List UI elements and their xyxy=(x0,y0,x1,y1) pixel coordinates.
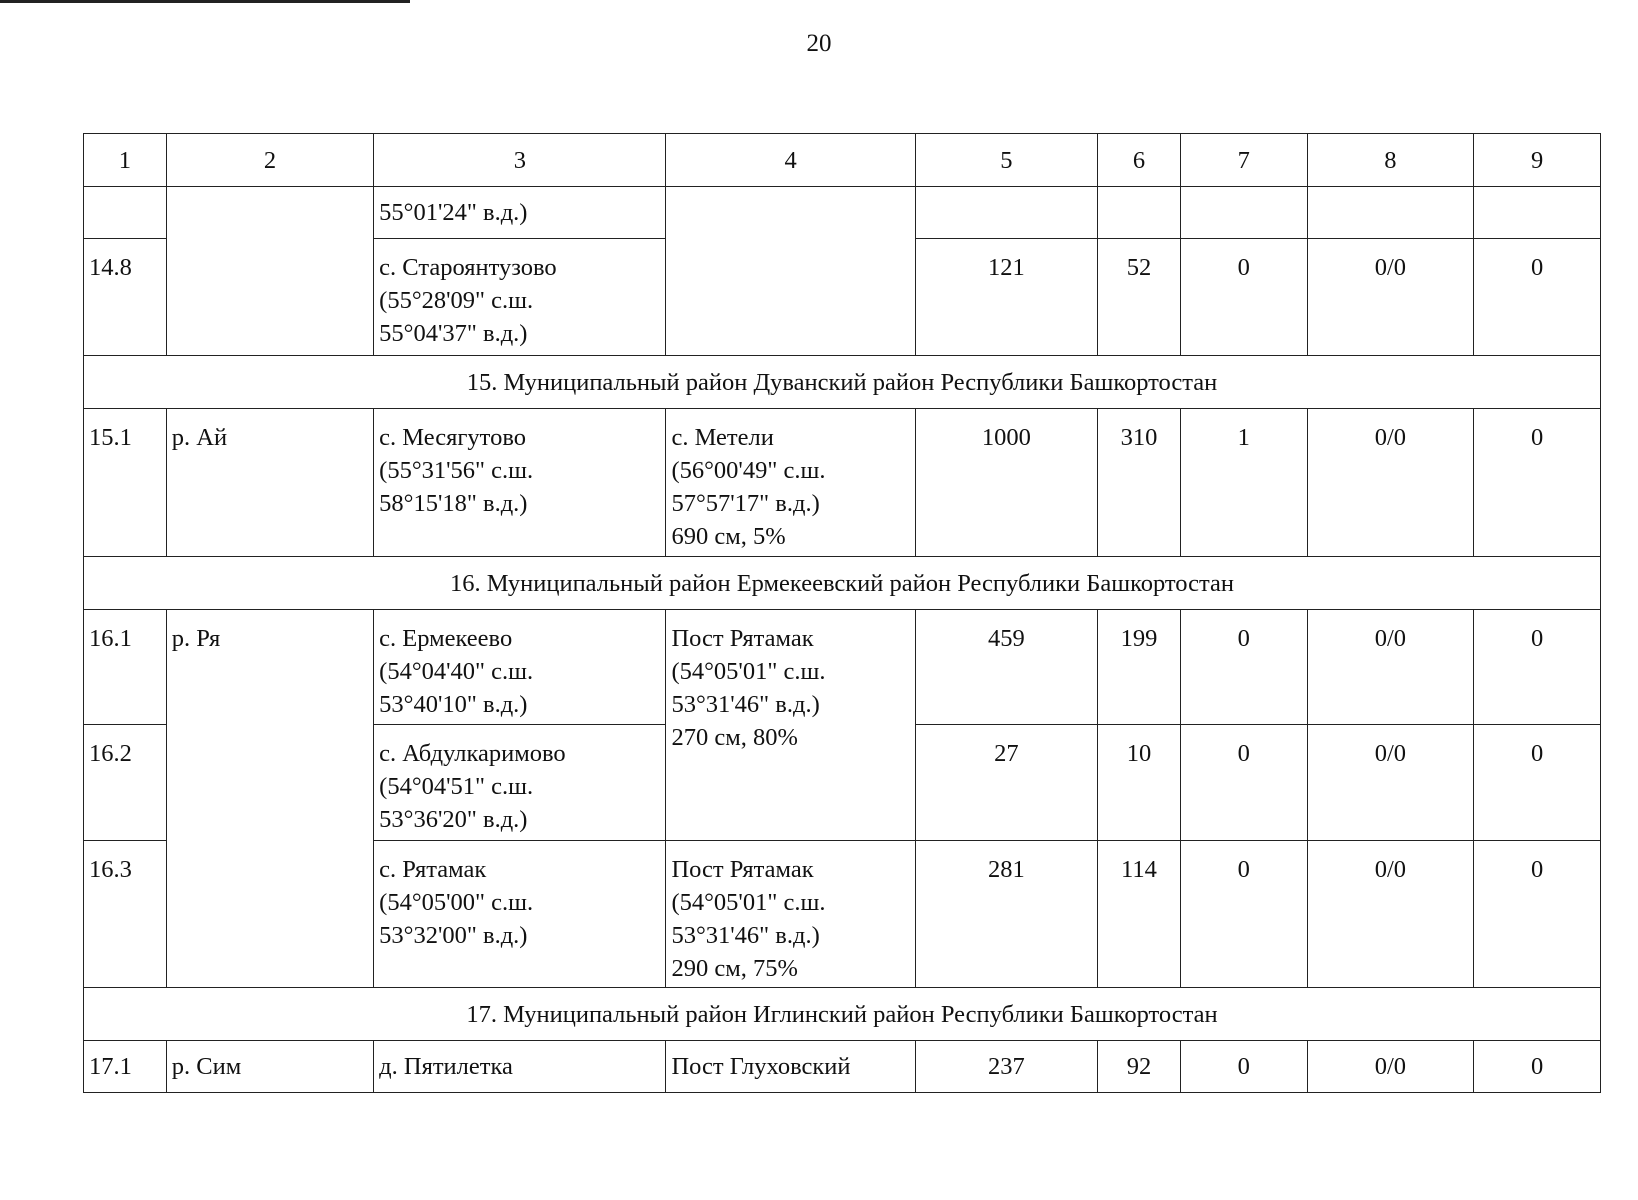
header-cell: 1 xyxy=(84,134,167,187)
value-cell: 0/0 xyxy=(1307,1041,1474,1093)
post-line: 270 см, 80% xyxy=(671,724,798,751)
location-line: 53°32'00" в.д.) xyxy=(379,922,528,949)
value-cell: 0 xyxy=(1474,725,1601,841)
post-line: 290 см, 75% xyxy=(671,955,798,982)
river-cell xyxy=(166,187,373,356)
location-line: (55°31'56" с.ш. xyxy=(379,457,534,484)
post-cell xyxy=(666,610,915,841)
post-line: (56°00'49" с.ш. xyxy=(671,457,826,484)
value-cell: 114 xyxy=(1098,841,1181,988)
value-cell: 0 xyxy=(1474,409,1601,557)
value-cell: 0/0 xyxy=(1307,610,1474,725)
table-row xyxy=(84,1041,1601,1093)
value-cell: 27 xyxy=(915,725,1097,841)
header-cell: 5 xyxy=(915,134,1097,187)
location-line: с. Ермекеево xyxy=(379,625,513,652)
table-row xyxy=(84,187,1601,239)
value-cell: 1 xyxy=(1180,409,1307,557)
location-cell xyxy=(374,239,666,356)
section-row xyxy=(84,988,1601,1041)
value-cell: 0 xyxy=(1180,841,1307,988)
value-cell: 121 xyxy=(915,239,1097,356)
header-cell: 8 xyxy=(1307,134,1474,187)
location-line: с. Месягутово xyxy=(379,424,526,451)
value-cell: 0 xyxy=(1180,725,1307,841)
section-title: 17. Муниципальный район Иглинский район Республики Башкортостан xyxy=(84,988,1601,1041)
post-cell xyxy=(666,841,915,988)
value-cell: 310 xyxy=(1098,409,1181,557)
value-cell: 0/0 xyxy=(1307,725,1474,841)
value-cell: 0 xyxy=(1474,610,1601,725)
location-line: с. Рятамак xyxy=(379,856,487,883)
river-cell: р. Ря xyxy=(166,610,373,988)
post-line: 57°57'17" в.д.) xyxy=(671,490,820,517)
location-line: (54°04'40" с.ш. xyxy=(379,658,534,685)
location-cell xyxy=(374,725,666,841)
value-cell: 0 xyxy=(1474,239,1601,356)
value-cell: 459 xyxy=(915,610,1097,725)
post-cell xyxy=(666,409,915,557)
location-line: (54°05'00" с.ш. xyxy=(379,889,534,916)
header-cell: 2 xyxy=(166,134,373,187)
post-line: (54°05'01" с.ш. xyxy=(671,889,826,916)
location-line: (54°04'51" с.ш. xyxy=(379,773,534,800)
row-id: 16.2 xyxy=(84,725,167,841)
post-line: 53°31'46" в.д.) xyxy=(671,691,820,718)
value-cell: 0 xyxy=(1474,1041,1601,1093)
row-id: 16.3 xyxy=(84,841,167,988)
value-cell: 199 xyxy=(1098,610,1181,725)
post-line: Пост Рятамак xyxy=(671,625,814,652)
value-cell: 237 xyxy=(915,1041,1097,1093)
location-line: (55°28'09" с.ш. xyxy=(379,287,534,314)
section-row xyxy=(84,356,1601,409)
value-cell: 0/0 xyxy=(1307,239,1474,356)
header-cell: 4 xyxy=(666,134,915,187)
location-line: с. Староянтузово xyxy=(379,254,557,281)
value-cell: 0 xyxy=(1180,239,1307,356)
section-row xyxy=(84,557,1601,610)
row-id: 14.8 xyxy=(84,239,167,356)
table-row xyxy=(84,409,1601,557)
post-line: Пост Рятамак xyxy=(671,856,814,883)
post-line: 690 см, 5% xyxy=(671,523,786,550)
location-line: 53°36'20" в.д.) xyxy=(379,806,528,833)
row-id: 17.1 xyxy=(84,1041,167,1093)
river-cell: р. Ай xyxy=(166,409,373,557)
location-cell xyxy=(374,841,666,988)
page-number: 20 xyxy=(806,30,832,57)
value-cell: 0 xyxy=(1180,1041,1307,1093)
section-title: 15. Муниципальный район Дуванский район Республики Башкортостан xyxy=(84,356,1601,409)
location-cell xyxy=(374,409,666,557)
river-cell: р. Сим xyxy=(166,1041,373,1093)
value-cell: 92 xyxy=(1098,1041,1181,1093)
section-title: 16. Муниципальный район Ермекеевский район Республики Башкортостан xyxy=(84,557,1601,610)
data-table xyxy=(83,133,1601,1093)
location-line: 58°15'18" в.д.) xyxy=(379,490,528,517)
location-cell: 55°01'24" в.д.) xyxy=(374,187,666,239)
top-rule xyxy=(0,0,410,3)
post-line: (54°05'01" с.ш. xyxy=(671,658,826,685)
row-id: 16.1 xyxy=(84,610,167,725)
post-line: с. Метели xyxy=(671,424,774,451)
post-cell: Пост Глуховский xyxy=(666,1041,915,1093)
value-cell: 0 xyxy=(1474,841,1601,988)
header-cell: 9 xyxy=(1474,134,1601,187)
post-line: 53°31'46" в.д.) xyxy=(671,922,820,949)
value-cell: 1000 xyxy=(915,409,1097,557)
location-line: 55°04'37" в.д.) xyxy=(379,320,528,347)
value-cell: 281 xyxy=(915,841,1097,988)
value-cell: 0/0 xyxy=(1307,409,1474,557)
post-cell xyxy=(666,187,915,356)
header-cell: 3 xyxy=(374,134,666,187)
value-cell: 52 xyxy=(1098,239,1181,356)
row-id: 15.1 xyxy=(84,409,167,557)
value-cell: 10 xyxy=(1098,725,1181,841)
value-cell: 0/0 xyxy=(1307,841,1474,988)
location-line: с. Абдулкаримово xyxy=(379,740,566,767)
table-row xyxy=(84,610,1601,725)
header-cell: 6 xyxy=(1098,134,1181,187)
header-cell: 7 xyxy=(1180,134,1307,187)
location-cell xyxy=(374,610,666,725)
location-line: 53°40'10" в.д.) xyxy=(379,691,528,718)
location-cell: д. Пятилетка xyxy=(374,1041,666,1093)
value-cell: 0 xyxy=(1180,610,1307,725)
header-row xyxy=(84,134,1601,187)
